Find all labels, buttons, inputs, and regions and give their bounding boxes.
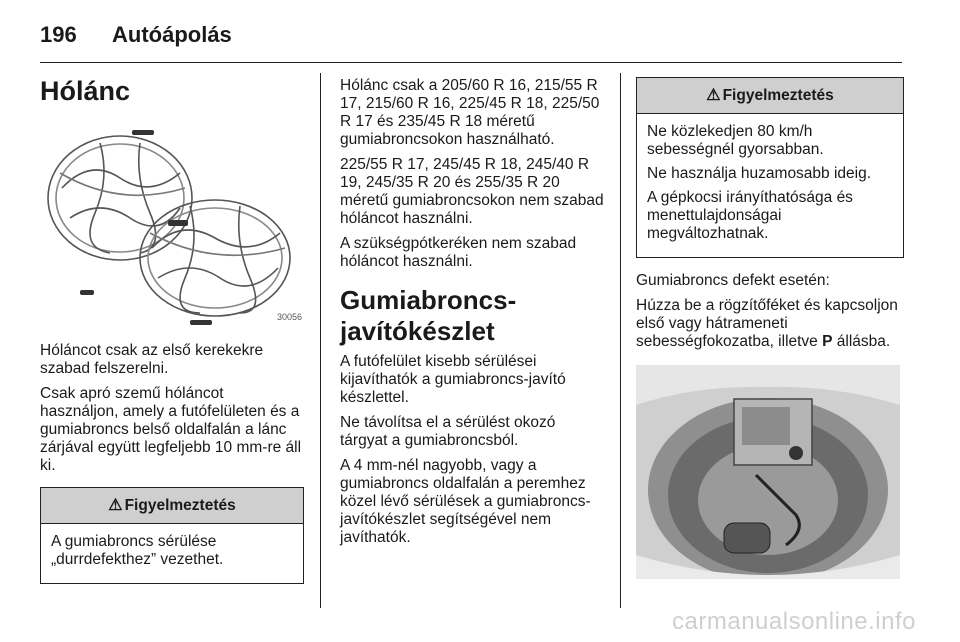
paragraph: A 4 mm-nél nagyobb, vagy a gumiabroncs oldalfalán a peremhez közel lévő sérülések a gumiabroncs-javítókészlet segítségével nem javíthatók.	[340, 457, 591, 546]
warning-text: A gumiabroncs sérülése „durrdefekthez” vezethet.	[51, 533, 224, 568]
warning-header	[637, 78, 903, 114]
warning-heading: Figyelmeztetés	[124, 496, 236, 514]
paragraph: Gumiabroncs defekt esetén:	[636, 272, 830, 289]
warning-heading: Figyelmeztetés	[722, 86, 834, 104]
gear-position-p: P	[822, 333, 833, 350]
page-number: 196	[40, 22, 77, 47]
column-3	[636, 77, 904, 579]
warning-box	[636, 77, 904, 258]
snow-chain-drawing	[40, 118, 304, 330]
repair-kit-photo	[636, 365, 900, 579]
warning-triangle-icon: ⚠	[706, 86, 721, 104]
warning-triangle-icon: ⚠	[108, 496, 123, 514]
column-divider-2	[620, 73, 621, 608]
paragraph: Csak apró szemű hóláncot használjon, amely a futófelületen és a gumiabroncs belső oldalfalán a lánc zárjával együtt legfeljebb 10 mm-re áll ki.	[40, 385, 302, 474]
paragraph	[636, 297, 904, 351]
paragraph: Hóláncot csak az első kerekekre szabad felszerelni.	[40, 342, 264, 377]
watermark: carmanualsonline.info	[672, 608, 916, 635]
paragraph: 225/55 R 17, 245/45 R 18, 245/40 R 19, 245/35 R 20 és 255/35 R 20 méretű gumiabroncsokon nem szabad hóláncot használni.	[340, 156, 604, 227]
text-run: Húzza be a rögzítőféket és kapcsoljon első vagy hátrameneti sebességfokozatba, illetve	[636, 297, 898, 350]
figure-number: 30056	[276, 312, 302, 322]
paragraph: A futófelület kisebb sérülései kijavíthatók a gumiabroncs-javító készlettel.	[340, 353, 566, 406]
column-divider-1	[320, 73, 321, 608]
page-header	[40, 22, 232, 48]
warning-text: Ne közlekedjen 80 km/h sebességnél gyorsabban.	[647, 123, 824, 158]
warning-body	[637, 114, 903, 257]
paragraph: Ne távolítsa el a sérülést okozó tárgyat a gumiabroncsból.	[340, 414, 556, 449]
text-run: állásba.	[832, 333, 891, 350]
warning-text: A gépkocsi irányíthatósága és menettulajdonságai megváltozhatnak.	[647, 189, 853, 242]
header-rule	[40, 62, 902, 63]
paragraph: A szükségpótkeréken nem szabad hóláncot használni.	[340, 235, 577, 270]
section-title-snow-chains: Hólánc	[40, 76, 131, 106]
chapter-title: Autóápolás	[112, 22, 232, 47]
paragraph: Hólánc csak a 205/60 R 16, 215/55 R 17, 215/60 R 16, 225/45 R 18, 225/50 R 17 és 235/45 R 18 méretű gumiabroncsokon használható.	[340, 77, 600, 148]
warning-text: Ne használja huzamosabb ideig.	[647, 165, 872, 182]
trunk-compartment-drawing	[636, 365, 900, 579]
section-title-repair-kit: Gumiabroncs-javítókészlet	[340, 285, 517, 346]
column-1	[40, 70, 304, 584]
snow-chain-illustration	[40, 118, 304, 330]
warning-body	[41, 524, 303, 583]
column-2	[340, 77, 604, 554]
warning-box	[40, 487, 304, 584]
warning-header	[41, 488, 303, 524]
